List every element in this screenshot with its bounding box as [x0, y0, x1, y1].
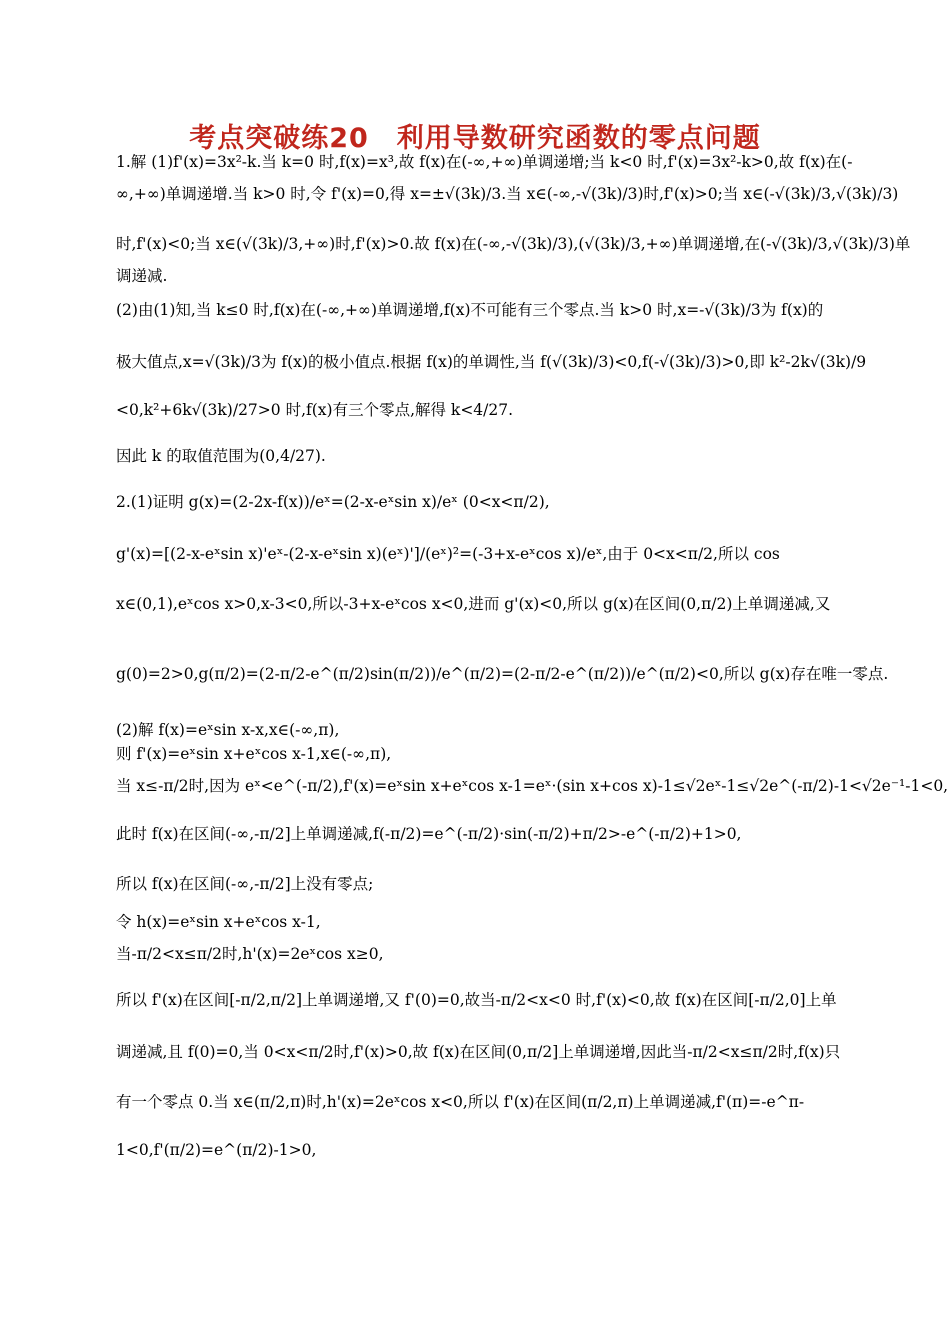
solution-line: 则 f'(x)=eˣsin x+eˣcos x-1,x∈(-∞,π), [116, 745, 392, 763]
solution-line: 调递减. [116, 267, 168, 285]
solution-line: 1.解 (1)f'(x)=3x²-k.当 k=0 时,f(x)=x³,故 f(x)在(-∞,+∞)单调递增;当 k<0 时,f'(x)=3x²-k>0,故 f(x)在(- [116, 153, 853, 171]
solution-line: g'(x)=[(2-x-eˣsin x)'eˣ-(2-x-eˣsin x)(eˣ)']/(eˣ)²=(-3+x-eˣcos x)/eˣ,由于 0<x<π/2,所以 cos [116, 545, 780, 563]
solution-line: (2)由(1)知,当 k≤0 时,f(x)在(-∞,+∞)单调递增,f(x)不可能有三个零点.当 k>0 时,x=-√(3k)/3为 f(x)的 [116, 301, 824, 319]
solution-line: 因此 k 的取值范围为(0,4/27). [116, 447, 326, 465]
solution-line: x∈(0,1),eˣcos x>0,x-3<0,所以-3+x-eˣcos x<0,进而 g'(x)<0,所以 g(x)在区间(0,π/2)上单调递减,又 [116, 595, 831, 613]
solution-line: 所以 f(x)在区间(-∞,-π/2]上没有零点; [116, 875, 374, 893]
solution-line: g(0)=2>0,g(π/2)=(2-π/2-e^(π/2)sin(π/2))/e^(π/2)=(2-π/2-e^(π/2))/e^(π/2)<0,所以 g(x)存在唯一零点. [116, 665, 889, 683]
solution-line: 极大值点,x=√(3k)/3为 f(x)的极小值点.根据 f(x)的单调性,当 f(√(3k)/3)<0,f(-√(3k)/3)>0,即 k²-2k√(3k)/9 [116, 353, 867, 371]
solution-line: 有一个零点 0.当 x∈(π/2,π)时,h'(x)=2eˣcos x<0,所以 f'(x)在区间(π/2,π)上单调递减,f'(π)=-e^π- [116, 1093, 805, 1111]
solution-line: 当 x≤-π/2时,因为 eˣ<e^(-π/2),f'(x)=eˣsin x+eˣcos x-1=eˣ·(sin x+cos x)-1≤√2eˣ-1≤√2e^(-π/2)-1<√2e⁻¹-1<0, [116, 777, 949, 795]
solution-line: 所以 f'(x)在区间[-π/2,π/2]上单调递增,又 f'(0)=0,故当-π/2<x<0 时,f'(x)<0,故 f(x)在区间[-π/2,0]上单 [116, 991, 837, 1009]
solution-line: 时,f'(x)<0;当 x∈(√(3k)/3,+∞)时,f'(x)>0.故 f(x)在(-∞,-√(3k)/3),(√(3k)/3,+∞)单调递增,在(-√(3k)/3,√(3k)/3)单 [116, 235, 911, 253]
solution-line: ∞,+∞)单调递增.当 k>0 时,令 f'(x)=0,得 x=±√(3k)/3.当 x∈(-∞,-√(3k)/3)时,f'(x)>0;当 x∈(-√(3k)/3,√(3k)/3) [116, 185, 899, 203]
solution-line: 1<0,f'(π/2)=e^(π/2)-1>0, [116, 1141, 317, 1159]
solution-line: 令 h(x)=eˣsin x+eˣcos x-1, [116, 913, 321, 931]
solution-line: 调递减,且 f(0)=0,当 0<x<π/2时,f'(x)>0,故 f(x)在区间(0,π/2]上单调递增,因此当-π/2<x≤π/2时,f(x)只 [116, 1043, 841, 1061]
solution-line: 2.(1)证明 g(x)=(2-2x-f(x))/eˣ=(2-x-eˣsin x)/eˣ (0<x<π/2), [116, 493, 550, 511]
solution-line: <0,k²+6k√(3k)/27>0 时,f(x)有三个零点,解得 k<4/27. [116, 401, 514, 419]
solution-line: 此时 f(x)在区间(-∞,-π/2]上单调递减,f(-π/2)=e^(-π/2)·sin(-π/2)+π/2>-e^(-π/2)+1>0, [116, 825, 742, 843]
solution-line: (2)解 f(x)=eˣsin x-x,x∈(-∞,π), [116, 721, 340, 739]
page-title: 考点突破练20 利用导数研究函数的零点问题 [189, 123, 761, 154]
solution-line: 当-π/2<x≤π/2时,h'(x)=2eˣcos x≥0, [116, 945, 384, 963]
